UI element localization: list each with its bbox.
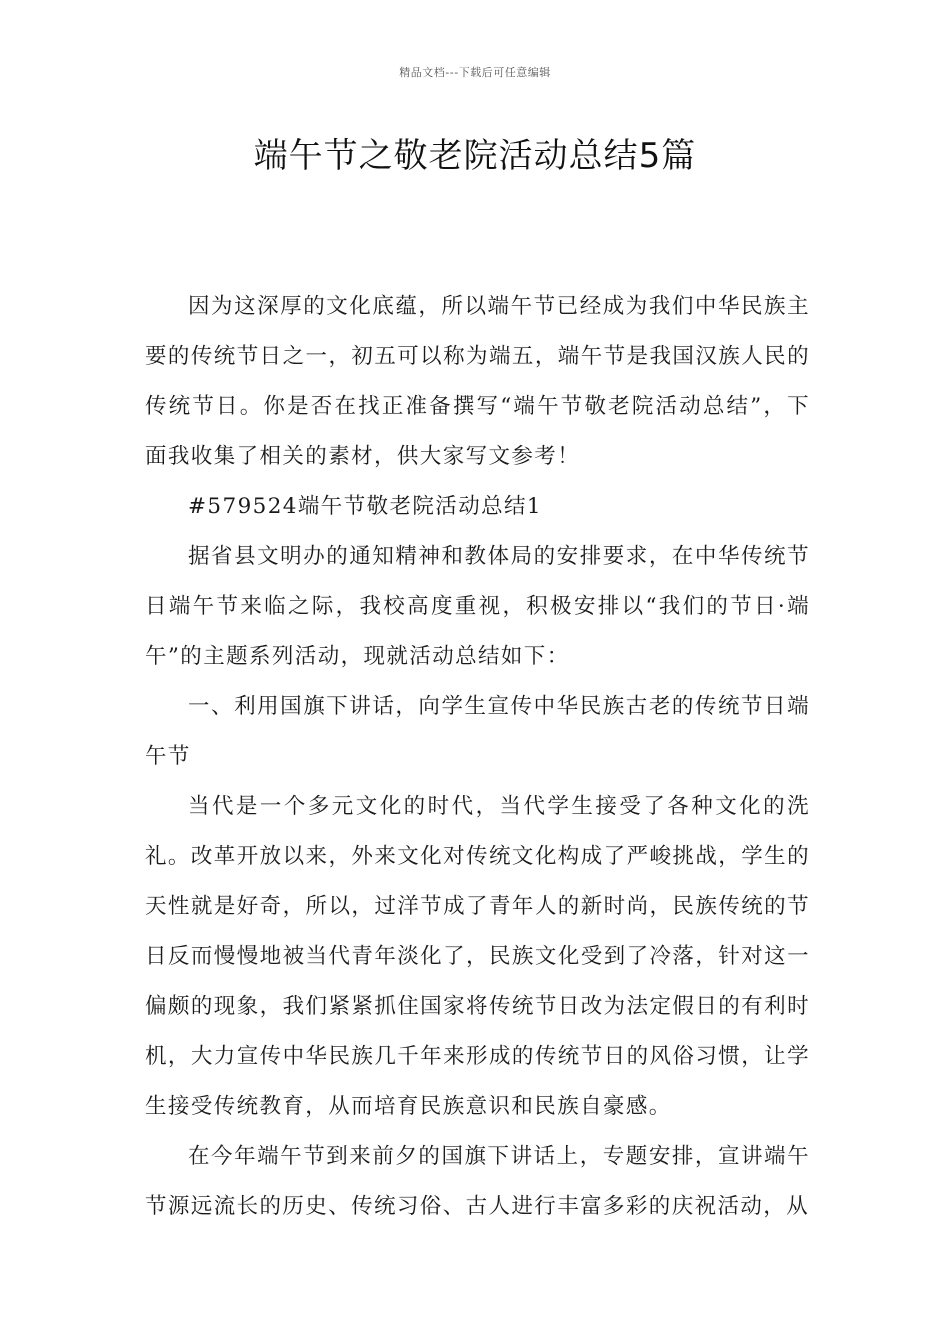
paragraph-flag-speech: 在今年端午节到来前夕的国旗下讲话上，专题安排，宣讲端午节源远流长的历史、传统习俗、古人进行丰富多彩的庆祝活动，从 — [145, 1144, 810, 1219]
paragraph-point-one: 一、利用国旗下讲话，向学生宣传中华民族古老的传统节日端午节 — [145, 694, 810, 769]
paragraph-intro: 因为这深厚的文化底蕴，所以端午节已经成为我们中华民族主要的传统节日之一，初五可以称为端五，端午节是我国汉族人民的传统节日。你是否在找正准备撰写“端午节敬老院活动总结”，下面我收集了相关的素材，供大家写文参考！ — [145, 294, 810, 469]
document-body — [145, 282, 810, 1232]
paragraph-culture: 当代是一个多元文化的时代，当代学生接受了各种文化的洗礼。改革开放以来，外来文化对传统文化构成了严峻挑战，学生的天性就是好奇，所以，过洋节成了青年人的新时尚，民族传统的节日反而慢慢地被当代青年淡化了，民族文化受到了冷落，针对这一偏颇的现象，我们紧紧抓住国家将传统节日改为法定假日的有利时机，大力宣传中华民族几千年来形成的传统节日的风俗习惯，让学生接受传统教育，从而培育民族意识和民族自豪感。 — [145, 794, 810, 1119]
document-title: 端午节之敬老院活动总结5篇 — [253, 136, 697, 176]
header-note: 精品文档---下载后可任意编辑 — [399, 66, 551, 79]
paragraph-section-heading: #579524端午节敬老院活动总结1 — [188, 494, 542, 519]
paragraph-notice: 据省县文明办的通知精神和教体局的安排要求，在中华传统节日端午节来临之际，我校高度重视，积极安排以“我们的节日·端午”的主题系列活动，现就活动总结如下： — [145, 544, 810, 669]
